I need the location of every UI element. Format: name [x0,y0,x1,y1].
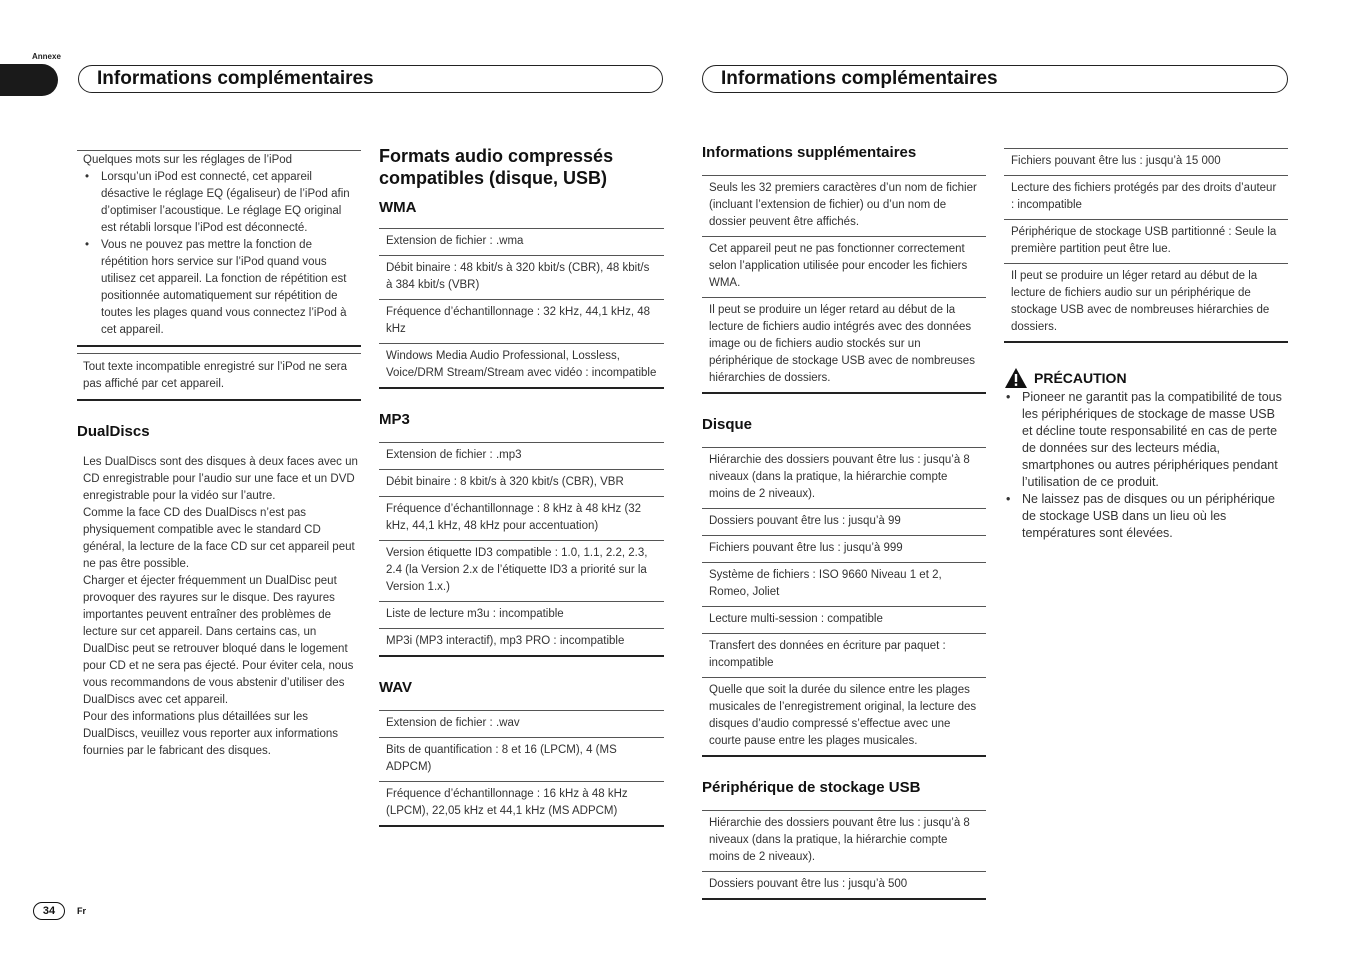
table-row: Lecture multi-session : compatible [702,607,986,634]
table-row: Cet appareil peut ne pas fonctionner correctement selon l’application utilisée pour encoder les fichiers WMA. [702,237,986,298]
caution-title-row [1004,367,1288,389]
table-row: Extension de fichier : .wav [379,711,664,738]
table-row: Bits de quantification : 8 et 16 (LPCM), 4 (MS ADPCM) [379,738,664,782]
table-row: Extension de fichier : .mp3 [379,443,664,470]
mp3-table [379,442,664,657]
caution-bullet: • Ne laissez pas de disques ou un périphérique de stockage USB dans un lieu où les températures sont élevées. [1004,491,1288,542]
caution-list [1004,389,1288,542]
table-row: MP3i (MP3 interactif), mp3 PRO : incompatible [386,635,625,647]
table-row: Il peut se produire un léger retard au début de la lecture de fichiers audio sur un périphérique de stockage USB avec de nombreuses hiérarchies de dossiers. [1011,270,1270,333]
supplementary-table [702,175,986,394]
section-header-left-title: Informations complémentaires [97,68,374,89]
formats-title: Formats audio compressés compatibles (disque, USB) [379,146,614,188]
table-row: Fichiers pouvant être lus : jusqu’à 999 [702,536,986,563]
disc-table [702,447,986,757]
ipod-note-box [77,353,361,401]
section-header-left [78,65,663,93]
table-row: Transfert des données en écriture par paquet : incompatible [702,634,986,678]
table-row: Il peut se produire un léger retard au début de la lecture de fichiers audio intégrés avec des données image ou de fichiers audio stockés sur un périphérique de stockage USB avec de nombreuses hiérarchies de dossiers. [709,304,975,384]
caution-bullet: • Pioneer ne garantit pas la compatibilité de tous les périphériques de stockage de masse USB et décline toute responsabilité en cas de perte de données sur des lecteurs média, smartphones ou autres périphériques pendant l’utilisation de ce produit. [1004,389,1288,491]
wav-table [379,710,664,827]
column-3 [702,144,986,900]
dualdiscs-paragraph: Charger et éjecter fréquemment un DualDisc peut provoquer des rayures sur le disque. Des rayures importantes peuvent entraîner des problèmes de lecture sur cet appareil. Dans certains cas, un DualDisc peut se retrouver bloqué dans le logement pour CD et ne sera pas éjecté. Pour éviter cela, nous vous recommandons de vous abstenir d’utiliser des DualDiscs avec cet appareil. [83,575,354,706]
caution-title: PRÉCAUTION [1034,369,1127,386]
usb-table [702,810,986,900]
usb-heading: Périphérique de stockage USB [702,779,921,796]
section-header-right [702,65,1288,93]
table-row: Windows Media Audio Professional, Lossless, Voice/DRM Stream/Stream avec vidéo : incompatible [386,350,657,379]
page-number: 34 [33,902,65,920]
table-row: Débit binaire : 8 kbit/s à 320 kbit/s (CBR), VBR [379,470,664,497]
table-row: Fréquence d’échantillonnage : 16 kHz à 48 kHz (LPCM), 22,05 kHz et 44,1 kHz (MS ADPCM) [386,788,628,817]
table-row: Hiérarchie des dossiers pouvant être lus : jusqu’à 8 niveaux (dans la pratique, la hiérarchie compte moins de 2 niveaux). [702,811,986,872]
section-tab-marker [0,64,58,96]
table-row: Quelle que soit la durée du silence entre les plages musicales de l’enregistrement original, la lecture des disques d’audio compressé s’effectue avec une courte pause entre les plages musicales. [709,684,977,747]
mp3-heading: MP3 [379,411,410,428]
table-row: Dossiers pouvant être lus : jusqu’à 500 [709,878,908,890]
ipod-settings-title: Quelques mots sur les réglages de l’iPod [83,154,293,166]
supplementary-heading: Informations supplémentaires [702,144,917,161]
wma-heading: WMA [379,199,417,216]
column-1 [77,150,361,760]
ipod-settings-box [77,150,361,347]
table-row: Dossiers pouvant être lus : jusqu’à 99 [702,509,986,536]
dualdiscs-text [77,454,361,760]
ipod-bullet: • Lorsqu’un iPod est connecté, cet appareil désactive le réglage EQ (égaliseur) de l’iPod afin d’optimiser l’acoustique. Le réglage EQ original est rétabli lorsque l’iPod est déconnecté. [83,169,355,237]
column-2 [379,145,664,827]
table-row: Extension de fichier : .wma [379,229,664,256]
table-row: Fréquence d’échantillonnage : 32 kHz, 44,1 kHz, 48 kHz [379,300,664,344]
table-row: Hiérarchie des dossiers pouvant être lus : jusqu’à 8 niveaux (dans la pratique, la hiérarchie compte moins de 2 niveaux). [702,448,986,509]
table-row: Débit binaire : 48 kbit/s à 320 kbit/s (CBR), 48 kbit/s à 384 kbit/s (VBR) [379,256,664,300]
disc-heading: Disque [702,416,753,433]
table-row: Fréquence d’échantillonnage : 8 kHz à 48 kHz (32 kHz, 44,1 kHz, 48 kHz pour accentuation) [379,497,664,541]
ipod-bullet: • Vous ne pouvez pas mettre la fonction de répétition hors service sur l’iPod quand vous utilisez cet appareil. La fonction de répétition est positionnée automatiquement sur répétition de toutes les plages quand vous connectez l’iPod à cet appareil. [83,237,355,339]
ipod-note: Tout texte incompatible enregistré sur l’iPod ne sera pas affiché par cet appareil. [83,361,348,390]
table-row: Liste de lecture m3u : incompatible [379,602,664,629]
table-row: Lecture des fichiers protégés par des droits d’auteur : incompatible [1004,176,1288,220]
wav-heading: WAV [379,679,413,696]
table-row: Périphérique de stockage USB partitionné : Seule la première partition peut être lue. [1004,220,1288,264]
dualdiscs-heading: DualDiscs [77,423,150,440]
usb-more-table [1004,148,1288,343]
table-row: Seuls les 32 premiers caractères d’un nom de fichier (incluant l’extension de fichier) ou d’un nom de dossier peuvent être affichés. [702,176,986,237]
column-4 [1004,148,1288,542]
table-row: Version étiquette ID3 compatible : 1.0, 1.1, 2.2, 2.3, 2.4 (la Version 2.x de l’étiquette ID3 a priorité sur la Version 1.x.) [379,541,664,602]
warning-icon [1004,367,1028,389]
table-row: Fichiers pouvant être lus : jusqu’à 15 000 [1004,149,1288,176]
wma-table [379,228,664,389]
table-row: Système de fichiers : ISO 9660 Niveau 1 et 2, Romeo, Joliet [702,563,986,607]
annexe-label: Annexe [32,52,61,61]
language-code: Fr [77,906,86,916]
dualdiscs-paragraph: Pour des informations plus détaillées sur les DualDiscs, veuillez vous reporter aux informations fournies par le fabricant des disques. [83,711,339,757]
dualdiscs-paragraph: Comme la face CD des DualDiscs n’est pas physiquement compatible avec le standard CD général, la lecture de la face CD sur cet appareil peut ne pas être possible. [83,507,355,570]
section-header-right-title: Informations complémentaires [721,68,998,89]
dualdiscs-paragraph: Les DualDiscs sont des disques à deux faces avec un CD enregistrable pour l’audio sur une face et un DVD enregistrable pour la vidéo sur l’autre. [83,456,358,502]
